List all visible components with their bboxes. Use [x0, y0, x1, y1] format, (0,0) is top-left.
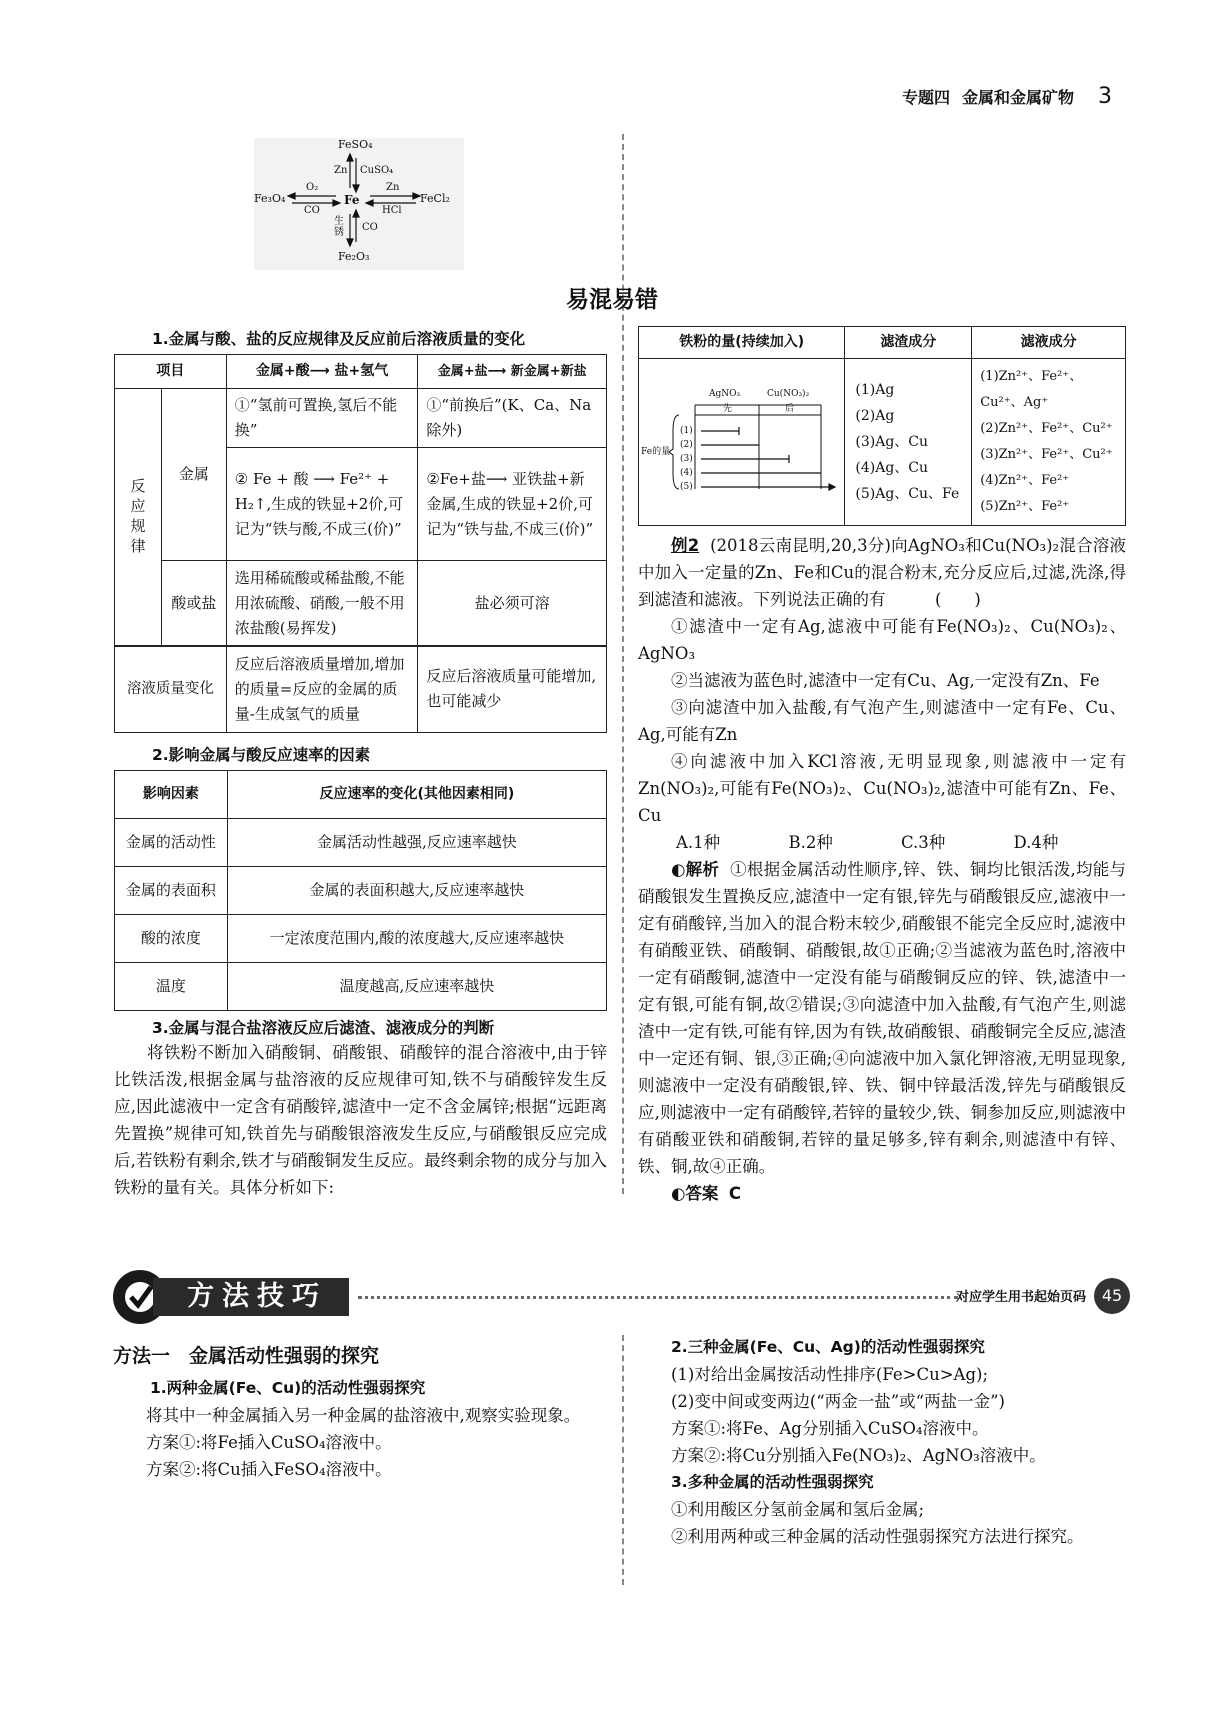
factor-cell: 温度 [115, 963, 228, 1011]
iron-amount-chart-cell [639, 359, 845, 526]
factor-cell: 酸的浓度 [115, 915, 228, 963]
s2-heading: 2.影响金属与酸反应速率的因素 [152, 746, 371, 764]
header-topic: 专题四 [901, 88, 950, 107]
diagram-feso4: FeSO₄ [338, 138, 373, 151]
filtrate-item: (2)Zn²⁺、Fe²⁺、Cu²⁺ [980, 421, 1113, 436]
residue-item: (4)Ag、Cu [855, 460, 929, 476]
option-c: C.3种 [901, 833, 946, 852]
filtrate-item: (5)Zn²⁺、Fe²⁺ [980, 499, 1070, 514]
th-iron-amount: 铁粉的量(持续加入) [639, 327, 845, 359]
th-residue: 滤渣成分 [845, 327, 972, 359]
banner-page-badge: 45 [1094, 1278, 1130, 1314]
factor-cell: 金属的活动性 [115, 819, 228, 867]
chart-label-first: 先 [723, 404, 733, 414]
th-rate-change: 反应速率的变化(其他因素相同) [227, 771, 606, 819]
residue-item: (1)Ag [855, 382, 895, 398]
chart-label-fe: Fe的量 [641, 447, 671, 457]
example-statement: ①滤渣中一定有Ag,滤液中可能有Fe(NO₃)₂、Cu(NO₃)₂、AgNO₃ [638, 617, 1126, 663]
banner-ref: 对应学生用书起始页码 [956, 1290, 1087, 1305]
change-cell: 温度越高,反应速率越快 [227, 963, 606, 1011]
method-left [113, 1375, 606, 1483]
method-r3-b: ②利用两种或三种金属的活动性强弱探究方法进行探究。 [671, 1527, 1084, 1546]
answer-value: C [728, 1184, 742, 1203]
method-l1-text: 将其中一种金属插入另一种金属的盐溶液中,观察实验现象。 [146, 1406, 581, 1425]
table-row [115, 867, 607, 915]
example-statement: ③向滤渣中加入盐酸,有气泡产生,则滤渣中一定有Fe、Cu、Ag,可能有Zn [638, 698, 1126, 744]
factor-cell: 金属的表面积 [115, 867, 228, 915]
table-row [115, 963, 607, 1011]
example-stem-text: (2018云南昆明,20,3分)向AgNO₃和Cu(NO₃)₂混合溶液中加入一定量的Zn、Fe和Cu的混合粉末,充分反应后,过滤,洗涤,得到滤渣和滤液。下列说法正确的有 ( ) [638, 536, 1127, 609]
diagram-label-co-left: CO [304, 205, 320, 216]
iron-amount-chart [639, 359, 844, 524]
method-r2-heading: 2.三种金属(Fe、Cu、Ag)的活动性强弱探究 [671, 1338, 985, 1356]
cell-r2a: ② Fe + 酸 ⟶ Fe²⁺ + H₂↑,生成的铁显+2价,可记为“铁与酸,不成三(价)” [226, 448, 418, 561]
filtrate-cell [972, 359, 1126, 526]
table-row [115, 819, 607, 867]
method-r3-heading: 3.多种金属的活动性强弱探究 [671, 1473, 874, 1491]
method-r2-plan1: 方案①:将Fe、Ag分别插入CuSO₄溶液中。 [671, 1419, 989, 1438]
example-statement: ②当滤液为蓝色时,滤渣中一定有Cu、Ag,一定没有Zn、Fe [671, 671, 1100, 690]
example-statement: ④向滤液中加入KCl溶液,无明显现象,则滤液中一定有Zn(NO₃)₂,可能有Fe(NO₃)₂、Cu(NO₃)₂,滤渣中可能有Zn、Fe、Cu [638, 752, 1126, 825]
example-2 [638, 532, 1126, 1207]
header-title: 金属和金属矿物 [961, 88, 1074, 107]
cell-r3a: 选用稀硫酸或稀盐酸,不能用浓硫酸、硝酸,一般不用浓盐酸(易挥发) [226, 561, 418, 647]
row-reaction-rule: 反应规律 [130, 477, 146, 555]
method-r2-plan2: 方案②:将Cu分别插入Fe(NO₃)₂、AgNO₃溶液中。 [671, 1446, 1046, 1465]
option-b: B.2种 [788, 833, 833, 852]
residue-item: (2)Ag [855, 408, 895, 424]
diagram-fecl2: FeCl₂ [420, 192, 450, 205]
analysis-text: ①根据金属活动性顺序,锌、铁、铜均比银活泼,均能与硝酸银发生置换反应,滤渣中一定有银,锌先与硝酸银反应,滤液中一定有硝酸锌,当加入的混合粉末较少,硝酸银不能完全反应时,滤液中有硝酸亚铁、硝酸铜、硝酸银,故①正确;②当滤液为蓝色时,溶液中一定有硝酸铜,滤渣中一定没有能与硝酸铜反应的锌、铁,滤渣中一定有银,可能有铜,故②错误;③向滤渣中加入盐酸,有气泡产生,则滤渣中一定有铁,可能有锌,因为有铁,故硝酸银、硝酸铜完全反应,滤渣中一定还有铜、银,③正确;④向滤液中加入氯化钾溶液,无明显现象,则滤液中一定没有硝酸银,锌、铁、铜中锌最活泼,锌先与硝酸银反应,则滤液中一定有硝酸锌,若锌的量较少,铁、铜参加反应,则滤液中有硝酸亚铁和硝酸铜,若锌的量足够多,锌有剩余,则滤渣中有锌、铁、铜,故④正确。 [638, 860, 1127, 1176]
filtrate-item: (4)Zn²⁺、Fe²⁺ [980, 473, 1070, 488]
method-l1-plan2: 方案②:将Cu插入FeSO₄溶液中。 [146, 1460, 392, 1479]
chart-label-agno3: AgNO₃ [709, 389, 741, 399]
chart-label-cuno3: Cu(NO₃)₂ [767, 389, 810, 399]
residue-item: (5)Ag、Cu、Fe [855, 486, 960, 502]
example-label: 例2 [671, 536, 700, 555]
example-analysis [638, 856, 1126, 1180]
diagram-fe: Fe [344, 193, 360, 207]
residue-item: (3)Ag、Cu [855, 434, 929, 450]
row-acid-or-salt: 酸或盐 [161, 561, 226, 647]
table-row [115, 915, 607, 963]
option-a: A.1种 [676, 833, 721, 852]
method-r2-a: (1)对给出金属按活动性排序(Fe>Cu>Ag); [671, 1365, 988, 1384]
th-metal-salt: 金属+盐⟶ 新金属+新盐 [418, 355, 607, 389]
analysis-icon: ◐ [671, 860, 686, 879]
cell-r1b: ①“前换后”(K、Ca、Na除外) [418, 389, 607, 448]
banner-dots [358, 1296, 958, 1299]
reaction-rules-table [114, 354, 607, 647]
s3-paragraph: 将铁粉不断加入硝酸铜、硝酸银、硝酸锌的混合溶液中,由于锌比铁活泼,根据金属与盐溶液的反应规律可知,铁不与硝酸锌发生反应,因此滤液中一定含有硝酸锌,滤渣中一定不含金属锌;根据“远距离先置换”规律可知,铁首先与硝酸银溶液发生反应,与硝酸银反应完成后,若铁粉有剩余,铁才与硝酸铜发生反应。最终剩余物的成分与加入铁粉的量有关。具体分析如下: [114, 1043, 607, 1197]
diagram-label-zn-right: Zn [386, 182, 400, 193]
chart-label-after: 后 [785, 404, 795, 414]
chart-mark: (1) [680, 426, 693, 436]
residue-cell [845, 359, 972, 526]
change-cell: 一定浓度范围内,酸的浓度越大,反应速率越快 [227, 915, 606, 963]
answer-icon: ◐ [671, 1184, 686, 1203]
th-metal-acid: 金属+酸⟶ 盐+氢气 [226, 355, 418, 389]
page-header [902, 84, 1112, 109]
example-answer [638, 1180, 1126, 1207]
change-cell: 金属活动性越强,反应速率越快 [227, 819, 606, 867]
method-r2-b: (2)变中间或变两边(“两金一盐”或“两盐一金”) [671, 1392, 1005, 1411]
cell-r3b: 盐必须可溶 [418, 561, 607, 647]
diagram-label-rust: 生锈 [334, 216, 344, 238]
cell-r4b: 反应后溶液质量可能增加,也可能减少 [418, 646, 607, 733]
change-cell: 金属的表面积越大,反应速率越快 [227, 867, 606, 915]
diagram-label-zn-up: Zn [334, 165, 348, 176]
th-filtrate: 滤液成分 [972, 327, 1126, 359]
chart-mark: (2) [680, 440, 693, 450]
column-divider-bottom [622, 1335, 624, 1585]
example-stem [638, 532, 1126, 613]
iron-reaction-diagram [254, 138, 464, 270]
diagram-label-co-bottom: CO [362, 222, 378, 233]
chart-iron-bars [701, 427, 835, 490]
method-banner [113, 1267, 1131, 1327]
row-metal: 金属 [161, 389, 226, 561]
cell-r2b: ②Fe+盐⟶ 亚铁盐+新金属,生成的铁显+2价,可记为“铁与盐,不成三(价)” [418, 448, 607, 561]
option-d: D.4种 [1013, 833, 1059, 852]
cell-r1a: ①“氢前可置换,氢后不能换” [226, 389, 418, 448]
header-page-number: 3 [1098, 84, 1112, 109]
diagram-label-o2: O₂ [306, 182, 319, 193]
method-l1-heading: 1.两种金属(Fe、Cu)的活动性强弱探究 [150, 1379, 426, 1397]
chart-mark: (4) [680, 468, 693, 478]
method-title: 方法一 金属活动性强弱的探究 [113, 1345, 380, 1367]
method-l1-plan1: 方案①:将Fe插入CuSO₄溶液中。 [146, 1433, 392, 1452]
example-options [638, 829, 1126, 856]
diagram-fe3o4: Fe₃O₄ [254, 192, 286, 205]
diagram-fe2o3: Fe₂O₃ [338, 250, 370, 263]
cell-r4a: 反应后溶液质量增加,增加的质量=反应的金属的质量-生成氢气的质量 [226, 646, 418, 733]
chart-mark: (3) [680, 454, 693, 464]
chart-mark: (5) [680, 482, 693, 492]
s1-heading: 1.金属与酸、盐的反应规律及反应前后溶液质量的变化 [152, 330, 526, 348]
th-factor: 影响因素 [115, 771, 228, 819]
iron-powder-table [638, 326, 1126, 526]
method-r3-a: ①利用酸区分氢前金属和氢后金属; [671, 1500, 925, 1519]
diagram-label-cuso4: CuSO₄ [360, 165, 394, 176]
th-item: 项目 [115, 355, 227, 389]
method-right [638, 1334, 1126, 1550]
mass-change-row [114, 645, 607, 733]
diagram-label-hcl: HCl [382, 205, 402, 216]
row-mass-change: 溶液质量变化 [115, 646, 227, 733]
section-title: 易混易错 [566, 287, 658, 313]
banner-title: 方法技巧 [153, 1278, 349, 1316]
analysis-label: 解析 [685, 860, 720, 879]
filtrate-item: (3)Zn²⁺、Fe²⁺、Cu²⁺ [980, 447, 1113, 462]
answer-label: 答案 [685, 1184, 719, 1203]
filtrate-item: (1)Zn²⁺、Fe²⁺、Cu²⁺、Ag⁺ [980, 369, 1083, 410]
s3-heading: 3.金属与混合盐溶液反应后滤渣、滤液成分的判断 [152, 1019, 495, 1037]
rate-factors-table [114, 770, 607, 1011]
